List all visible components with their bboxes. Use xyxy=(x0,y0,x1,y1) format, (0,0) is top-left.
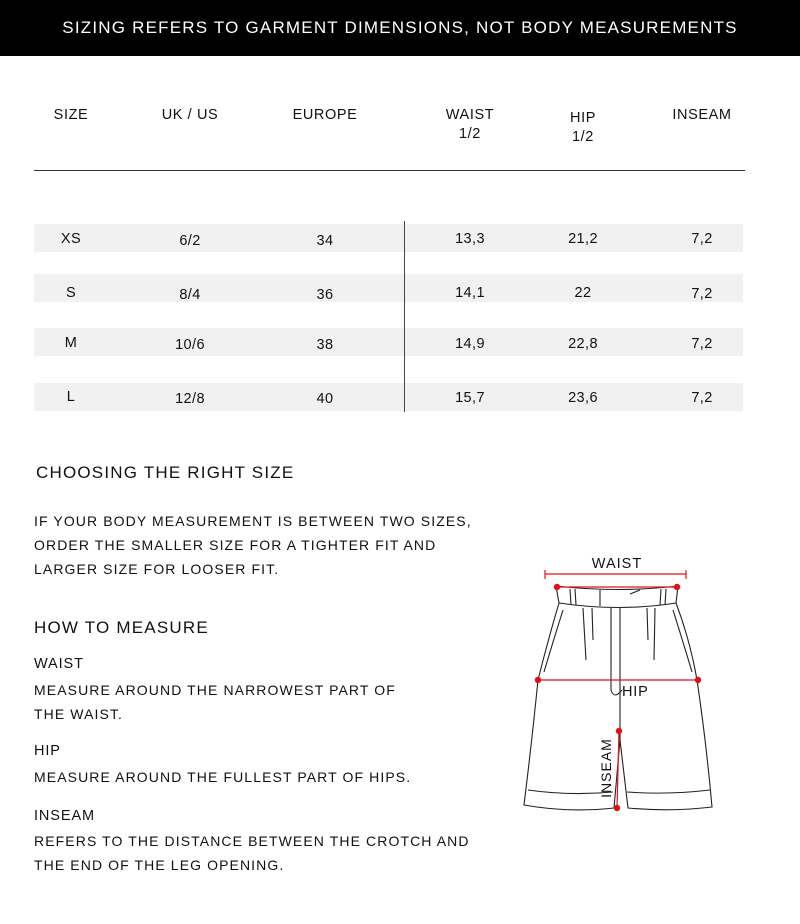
header-hip xyxy=(570,109,596,147)
cell-size: XS xyxy=(60,231,82,247)
diagram-waist-label: WAIST xyxy=(591,556,643,572)
header-uk-us xyxy=(162,106,219,125)
header-label: INSEAM xyxy=(672,107,732,123)
header-size xyxy=(54,106,89,125)
choosing-title: CHOOSING THE RIGHT SIZE xyxy=(36,463,295,482)
inseam-text-line: THE END OF THE LEG OPENING. xyxy=(34,857,285,873)
how-title: HOW TO MEASURE xyxy=(34,618,209,637)
header-sublabel: 1/2 xyxy=(572,129,594,145)
header-sublabel: 1/2 xyxy=(459,126,481,142)
cell-europe: 38 xyxy=(316,337,334,353)
inseam-text-line: REFERS TO THE DISTANCE BETWEEN THE CROTCH AND xyxy=(34,833,470,849)
cell-size: S xyxy=(65,285,77,301)
waist-heading: WAIST xyxy=(34,656,84,672)
cell-uk-us: 12/8 xyxy=(175,391,205,407)
cell-uk-us: 10/6 xyxy=(175,337,205,353)
header-europe xyxy=(293,106,358,125)
diagram-hip-label: HIP xyxy=(622,684,649,700)
header-label: WAIST xyxy=(445,107,495,123)
cell-inseam: 7,2 xyxy=(691,231,713,247)
cell-hip: 21,2 xyxy=(568,231,598,247)
cell-hip: 22,8 xyxy=(568,336,598,352)
cell-hip: 22 xyxy=(574,285,592,301)
cell-waist: 15,7 xyxy=(455,390,485,406)
table-row xyxy=(34,328,743,356)
header-label: EUROPE xyxy=(292,107,358,123)
diagram-inseam-label: INSEAM xyxy=(598,738,614,798)
cell-inseam: 7,2 xyxy=(691,286,713,302)
cell-waist: 14,1 xyxy=(455,285,485,301)
hip-heading: HIP xyxy=(34,743,61,759)
header-label: SIZE xyxy=(53,107,89,123)
header-inseam xyxy=(672,106,731,125)
page-banner: SIZING REFERS TO GARMENT DIMENSIONS, NOT BODY MEASUREMENTS xyxy=(0,0,800,56)
header-label: HIP xyxy=(570,110,596,126)
cell-size: L xyxy=(66,389,76,405)
header-label: UK / US xyxy=(161,107,219,123)
choosing-text-line: ORDER THE SMALLER SIZE FOR A TIGHTER FIT AND xyxy=(34,537,437,553)
cell-size: M xyxy=(64,335,78,351)
table-row xyxy=(34,224,743,252)
table-row xyxy=(34,383,743,411)
cell-europe: 36 xyxy=(316,287,334,303)
cell-waist: 14,9 xyxy=(455,336,485,352)
choosing-text-line: LARGER SIZE FOR LOOSER FIT. xyxy=(34,561,280,577)
cell-europe: 40 xyxy=(316,391,334,407)
cell-europe: 34 xyxy=(316,233,334,249)
cell-uk-us: 8/4 xyxy=(179,287,201,303)
table-row xyxy=(34,274,743,302)
waist-text-line: MEASURE AROUND THE NARROWEST PART OF xyxy=(34,682,396,698)
cell-inseam: 7,2 xyxy=(691,390,713,406)
header-divider xyxy=(34,170,745,171)
column-divider xyxy=(404,221,405,412)
choosing-text-line: IF YOUR BODY MEASUREMENT IS BETWEEN TWO SIZES, xyxy=(34,513,472,529)
cell-uk-us: 6/2 xyxy=(179,233,201,249)
header-waist xyxy=(446,106,494,144)
waist-text-line: THE WAIST. xyxy=(34,706,124,722)
cell-hip: 23,6 xyxy=(568,390,598,406)
inseam-heading: INSEAM xyxy=(34,808,95,824)
cell-inseam: 7,2 xyxy=(691,336,713,352)
hip-text-line: MEASURE AROUND THE FULLEST PART OF HIPS. xyxy=(34,769,412,785)
cell-waist: 13,3 xyxy=(455,231,485,247)
